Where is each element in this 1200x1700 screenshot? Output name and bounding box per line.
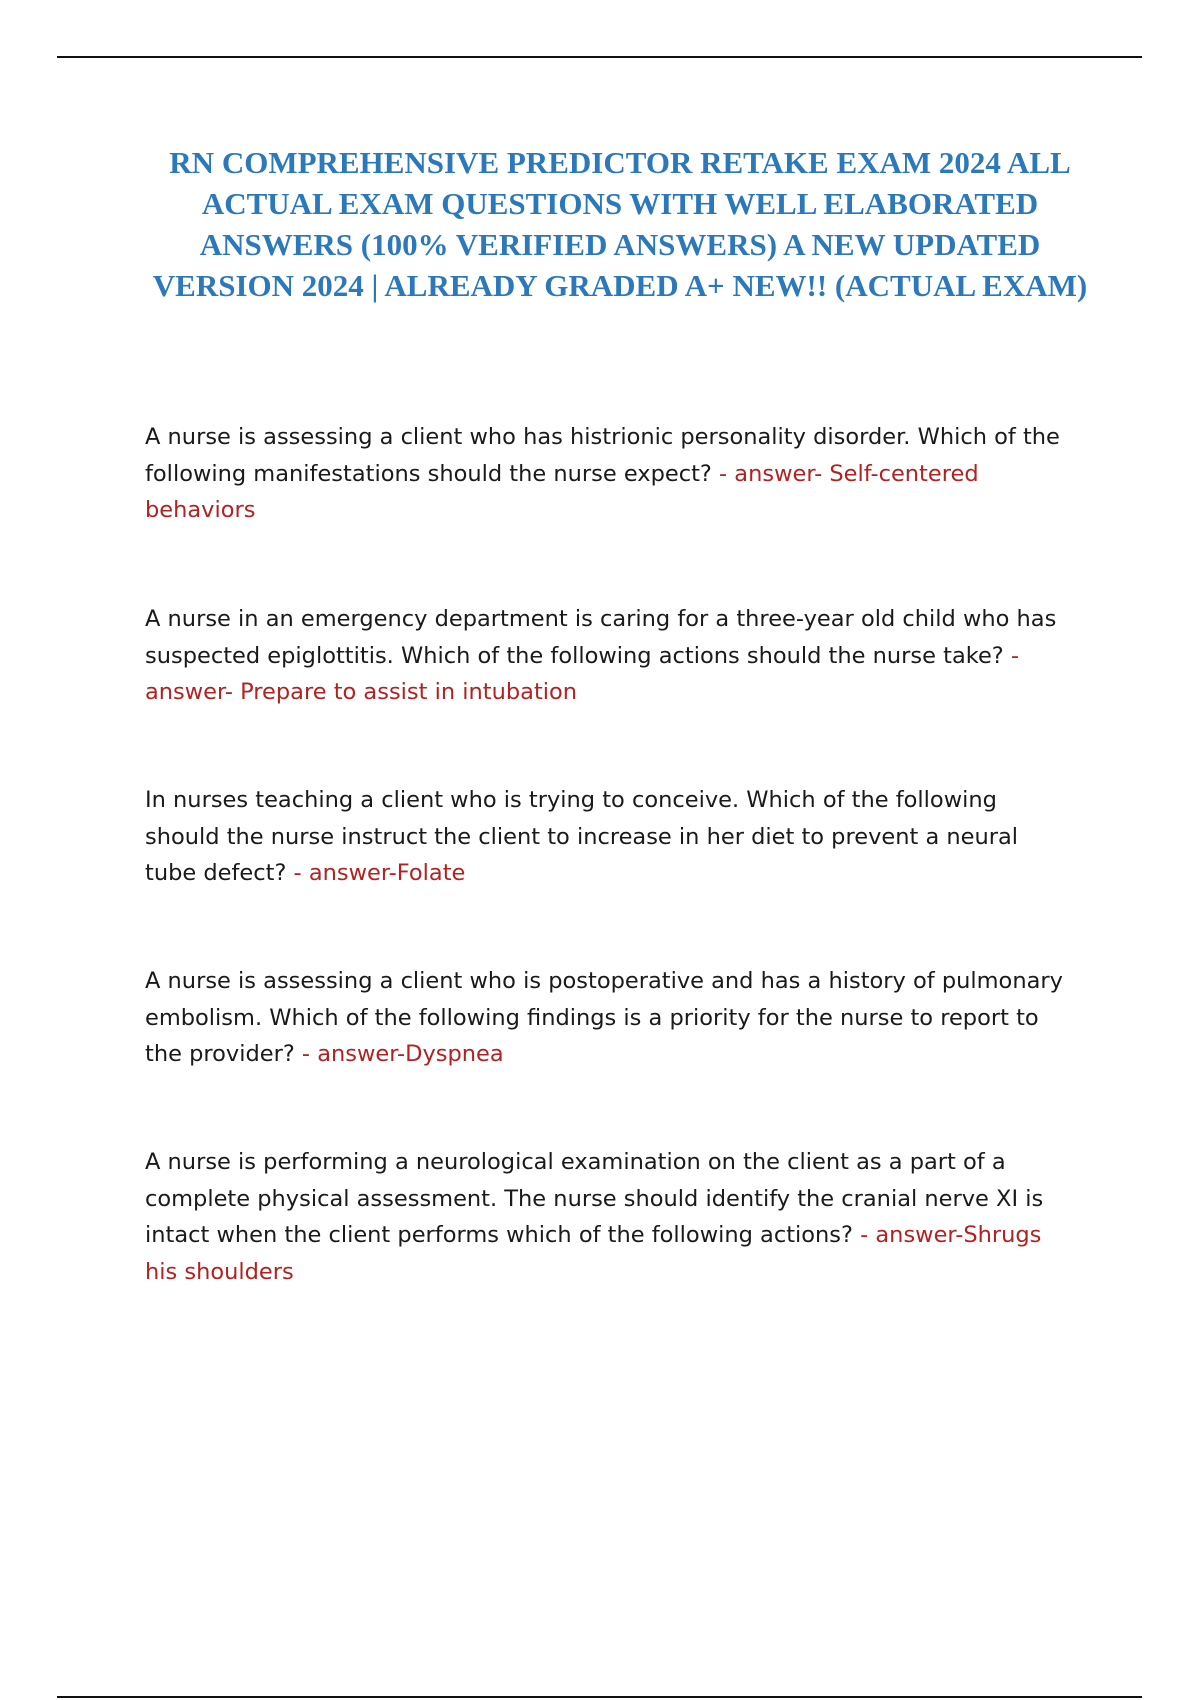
answer-text: - answer- Prepare to assist in intubation [145, 642, 1020, 705]
footer-rule [57, 1696, 1142, 1698]
question-text: In nurses teaching a client who is trying to conceive. Which of the following should the nurse instruct the client to increase in her diet to prevent a neural tube defect? [145, 787, 1019, 886]
question-block [145, 419, 1075, 529]
answer-text: - answer- Self-centered behaviors [145, 460, 979, 523]
question-text: A nurse is assessing a client who is postoperative and has a history of pulmonary embolism. Which of the following findings is a priority for the nurse to report to the provider? [145, 968, 1063, 1067]
document-title: RN COMPREHENSIVE PREDICTOR RETAKE EXAM 2024 ALL ACTUAL EXAM QUESTIONS WITH WELL ELABORATED ANSWERS (100% VERIFIED ANSWERS) A NEW UPDATED VERSION 2024 | ALREADY GRADED A+ NEW!! (ACTUAL EXAM) [152, 145, 1088, 303]
header-rule [57, 56, 1142, 58]
question-block [145, 963, 1075, 1073]
question-text: A nurse is assessing a client who has histrionic personality disorder. Which of the following manifestations should the nurse expect? [145, 424, 1060, 487]
question-text: A nurse is performing a neurological examination on the client as a part of a complete physical assessment. The nurse should identify the cranial nerve XI is intact when the client performs which of the following actions? [145, 1149, 1044, 1248]
answer-text: - answer-Folate [293, 860, 466, 886]
question-block [145, 601, 1075, 711]
question-text: A nurse in an emergency department is caring for a three-year old child who has suspected epiglottitis. Which of the following actions should the nurse take? [145, 606, 1057, 669]
answer-text: - answer-Shrugs his shoulders [145, 1222, 1042, 1285]
question-block [145, 782, 1075, 892]
question-block [145, 1144, 1075, 1290]
answer-text: - answer-Dyspnea [301, 1041, 504, 1067]
